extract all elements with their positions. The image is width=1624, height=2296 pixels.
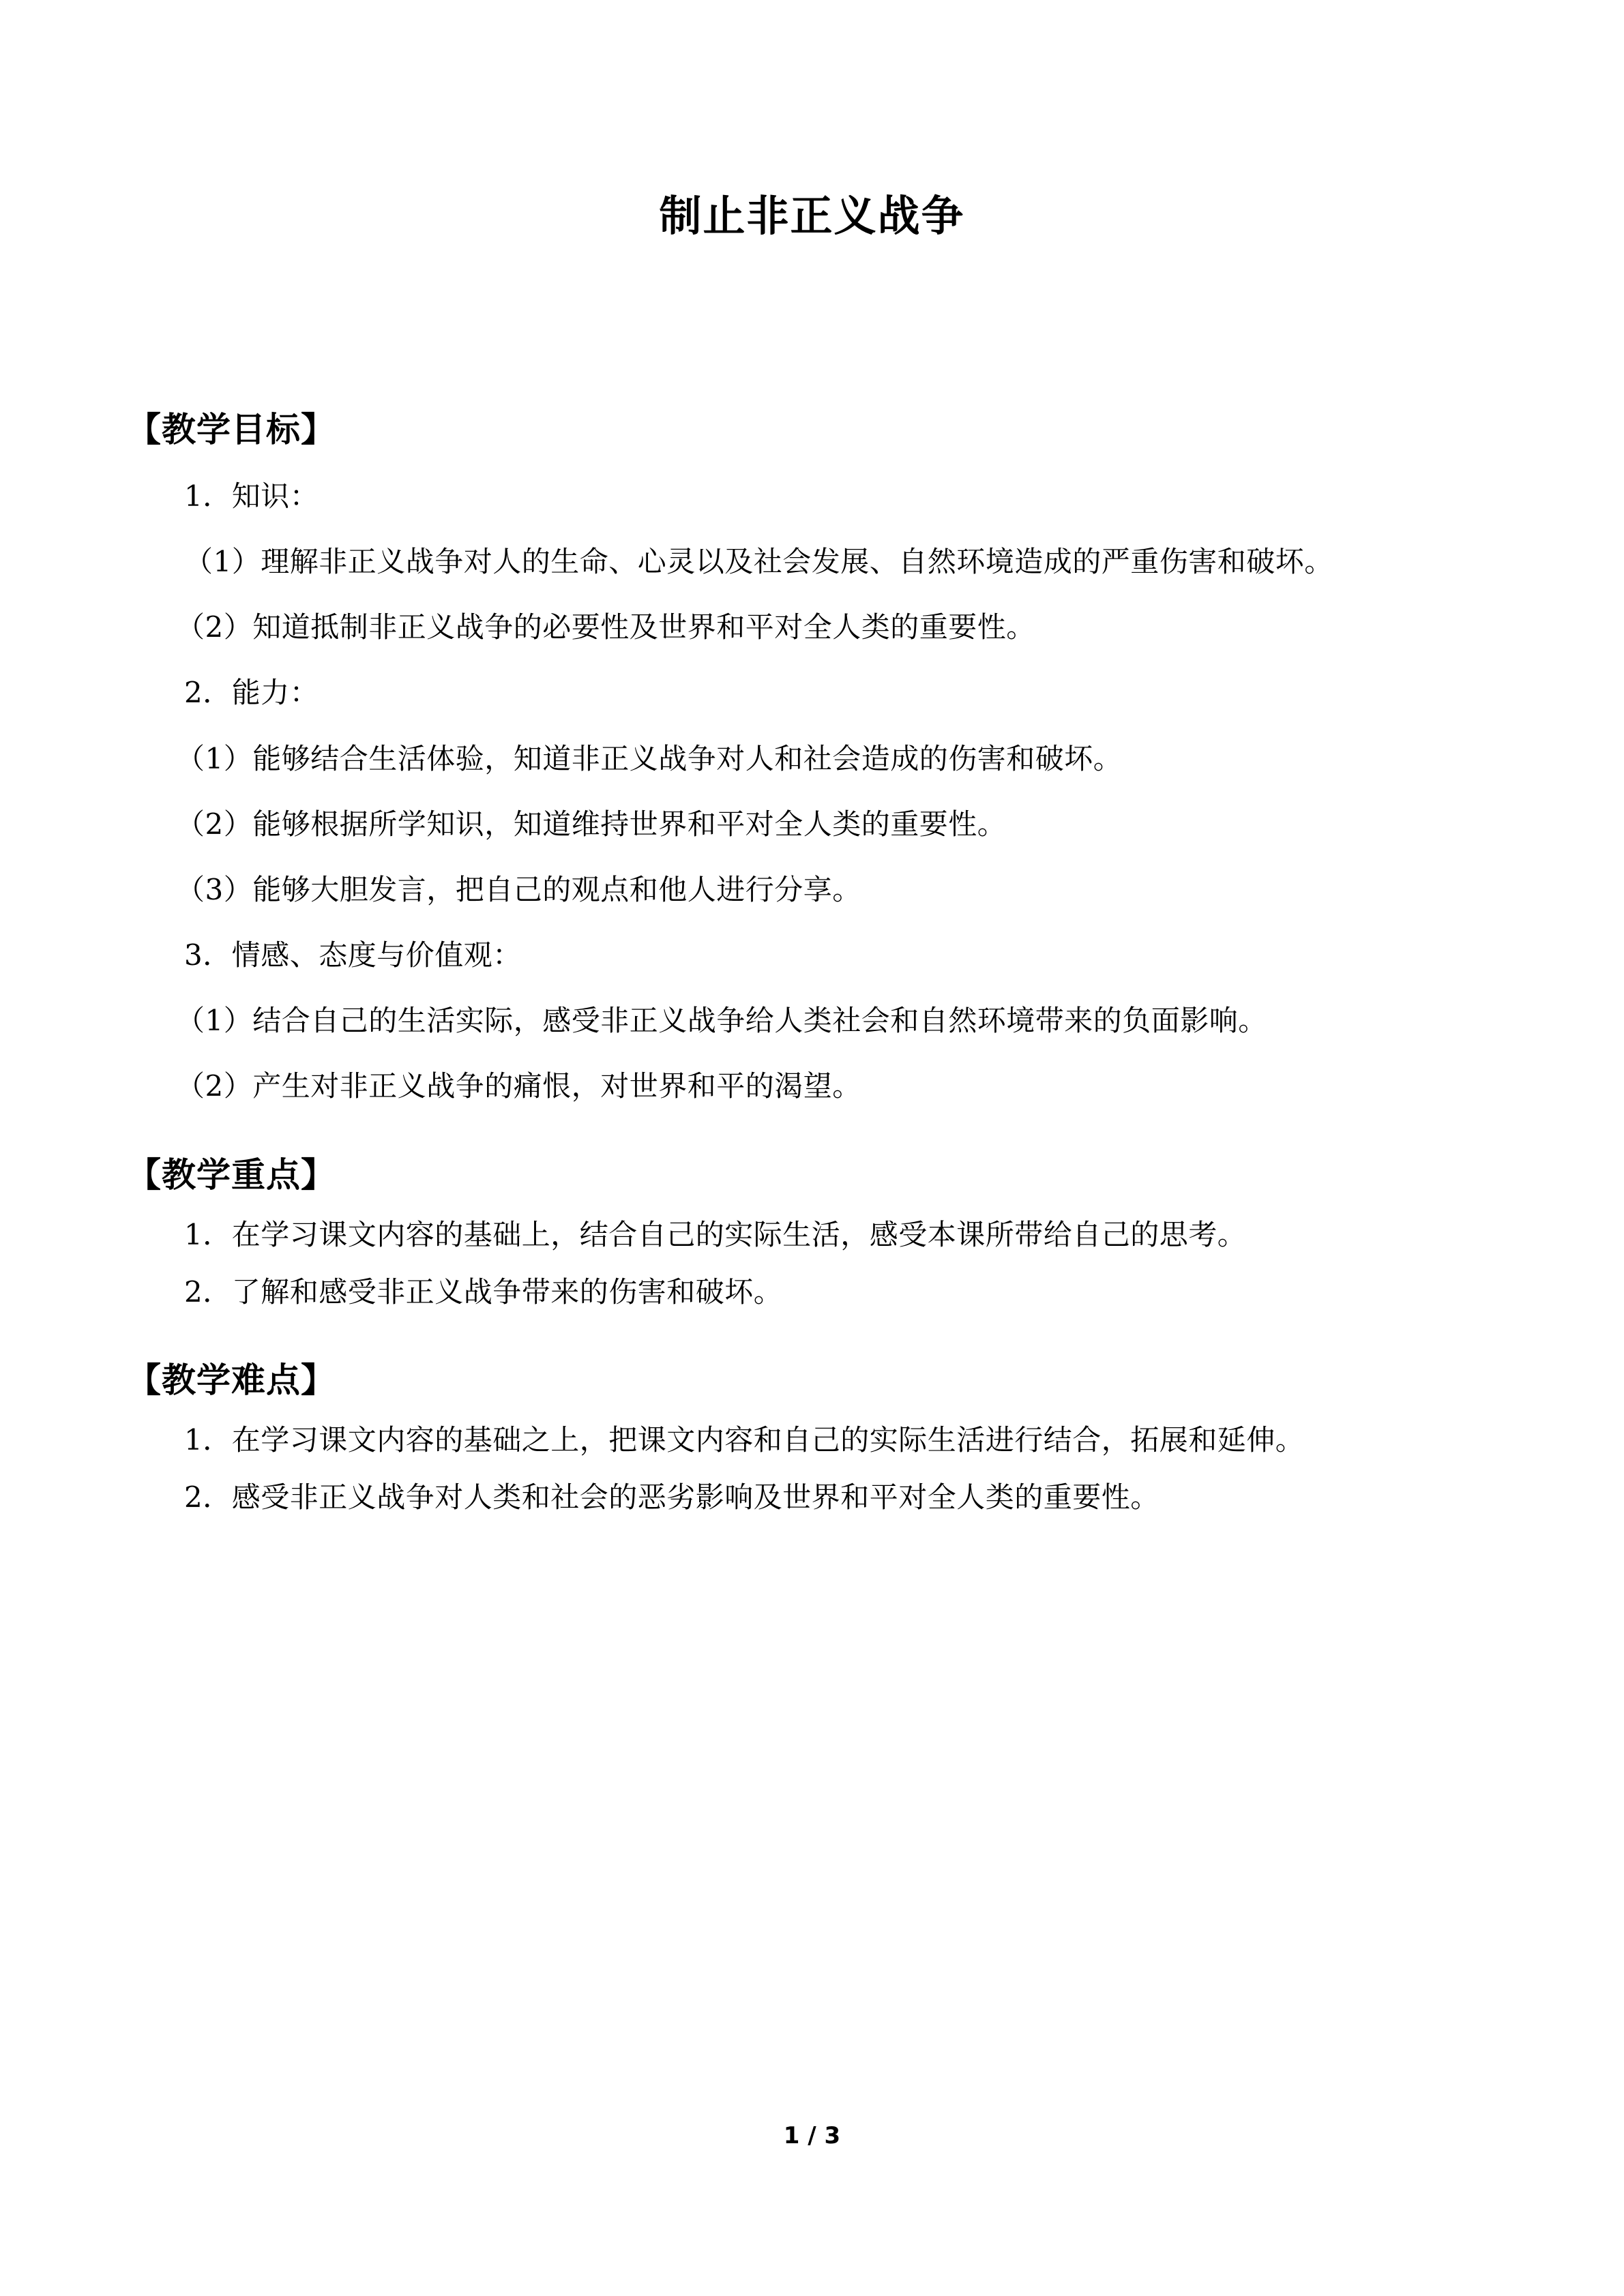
- list-item: 2．感受非正义战争对人类和社会的恶劣影响及世界和平对全人类的重要性。: [184, 1480, 1160, 1515]
- page-number-footer: 1 / 3: [783, 2122, 841, 2149]
- list-item: 1．在学习课文内容的基础上，结合自己的实际生活，感受本课所带给自己的思考。: [184, 1217, 1247, 1251]
- list-item: （1）理解非正义战争对人的生命、心灵以及社会发展、自然环境造成的严重伤害和破坏。: [184, 545, 1333, 579]
- list-item: 1．知识：: [184, 479, 319, 513]
- list-item: 2．了解和感受非正义战争带来的伤害和破坏。: [184, 1274, 783, 1309]
- document-body: [127, 409, 1484, 1519]
- section-heading-teaching-difficult-points: 【教学难点】: [127, 1360, 336, 1400]
- objectives-list: [127, 475, 1484, 1108]
- list-item: 3．情感、态度与价值观：: [184, 938, 522, 972]
- section-heading-teaching-objectives: 【教学目标】: [127, 410, 336, 449]
- section-teaching-key-points: [127, 1154, 1484, 1196]
- difficult-points-list: [127, 1419, 1484, 1519]
- list-item: （1）能够结合生活体验，知道非正义战争对人和社会造成的伤害和破坏。: [176, 741, 1123, 775]
- page-title: 制止非正义战争: [659, 191, 965, 241]
- section-heading-teaching-key-points: 【教学重点】: [127, 1154, 336, 1195]
- list-item: （1）结合自己的生活实际，感受非正义战争给人类社会和自然环境带来的负面影响。: [176, 1004, 1267, 1038]
- key-points-list: [127, 1214, 1484, 1313]
- list-item: 2．能力：: [184, 676, 319, 710]
- list-item: （3）能够大胆发言，把自己的观点和他人进行分享。: [176, 872, 861, 906]
- section-teaching-difficult-points: [127, 1360, 1484, 1401]
- section-teaching-objectives: [127, 409, 1484, 451]
- list-item: 1．在学习课文内容的基础之上，把课文内容和自己的实际生活进行结合，拓展和延伸。: [184, 1422, 1305, 1457]
- list-item: （2）知道抵制非正义战争的必要性及世界和平对全人类的重要性。: [176, 610, 1035, 644]
- list-item: （2）产生对非正义战争的痛恨，对世界和平的渴望。: [176, 1069, 861, 1103]
- list-item: （2）能够根据所学知识，知道维持世界和平对全人类的重要性。: [176, 807, 1007, 841]
- title-spacer: [0, 241, 1624, 394]
